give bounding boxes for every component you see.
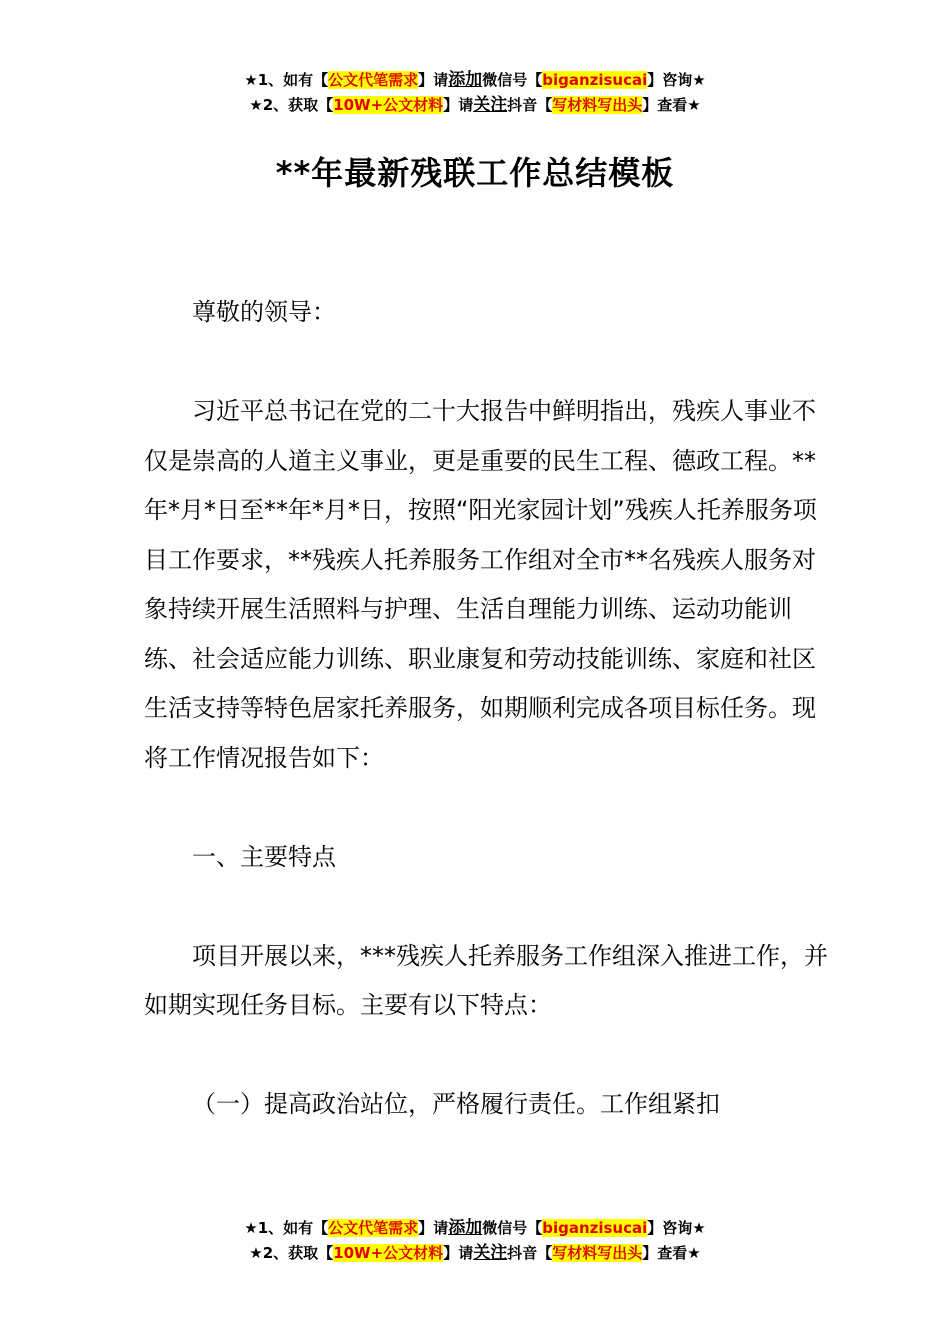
document-title: **年最新残联工作总结模板 bbox=[275, 154, 675, 192]
promo-highlight: 写材料写出头 bbox=[552, 1244, 643, 1262]
promo-highlight: 公文代笔需求 bbox=[328, 71, 419, 89]
promo-text: 】咨询★ bbox=[647, 1219, 706, 1237]
promo-highlight: biganzisucai bbox=[542, 1219, 648, 1237]
subsection-heading: （一）提高政治站位，严格履行责任。工作组紧扣 bbox=[192, 1090, 720, 1118]
document-body bbox=[144, 288, 834, 1130]
promo-text: ★2、获取【 bbox=[249, 96, 334, 114]
section-heading: 一、主要特点 bbox=[192, 842, 336, 871]
promo-text: 】查看★ bbox=[642, 96, 701, 114]
promo-emphasis: 添加 bbox=[448, 1218, 483, 1238]
promo-text: ★1、如有【 bbox=[244, 1219, 329, 1237]
promo-line-1 bbox=[0, 68, 950, 93]
body-paragraph: 项目开展以来，***残疾人托养服务工作组深入推进工作，并如期实现任务目标。主要有以下特点： bbox=[144, 941, 828, 1019]
promo-emphasis: 关注 bbox=[473, 1243, 508, 1263]
promo-line-2 bbox=[0, 93, 950, 118]
promo-text: ★2、获取【 bbox=[249, 1244, 334, 1262]
promo-emphasis: 添加 bbox=[448, 70, 483, 90]
promo-text: 】咨询★ bbox=[647, 71, 706, 89]
promo-text: ★1、如有【 bbox=[244, 71, 329, 89]
promo-text: 抖音【 bbox=[507, 1244, 553, 1262]
promo-highlight: 公文代笔需求 bbox=[328, 1219, 419, 1237]
promo-text: 】请 bbox=[418, 1219, 449, 1237]
promo-text: 】请 bbox=[443, 96, 474, 114]
promo-highlight: 10W+公文材料 bbox=[333, 1244, 444, 1262]
promo-text: 抖音【 bbox=[507, 96, 553, 114]
promo-highlight: 10W+公文材料 bbox=[333, 96, 444, 114]
promo-highlight: 写材料写出头 bbox=[552, 96, 643, 114]
promo-text: 】查看★ bbox=[642, 1244, 701, 1262]
header-promo-banner bbox=[0, 68, 950, 118]
promo-line-1 bbox=[0, 1216, 950, 1241]
promo-emphasis: 关注 bbox=[473, 95, 508, 115]
promo-text: 微信号【 bbox=[482, 71, 543, 89]
promo-line-2 bbox=[0, 1241, 950, 1266]
promo-text: 】请 bbox=[443, 1244, 474, 1262]
promo-text: 】请 bbox=[418, 71, 449, 89]
footer-promo-banner bbox=[0, 1216, 950, 1266]
promo-text: 微信号【 bbox=[482, 1219, 543, 1237]
salutation: 尊敬的领导： bbox=[192, 298, 336, 326]
body-paragraph: 习近平总书记在党的二十大报告中鲜明指出，残疾人事业不仅是崇高的人道主义事业，更是重要的民生工程、德政工程。**年*月*日至**年*月*日，按照“阳光家园计划”残疾人托养服务项目工作要求，**残疾人托养服务工作组对全市**名残疾人服务对象持续开展生活照料与护理、生活自理能力训练、运动功能训练、社会适应能力训练、职业康复和劳动技能训练、家庭和社区生活支持等特色居家托养服务，如期顺利完成各项目标任务。现将工作情况报告如下： bbox=[144, 397, 817, 772]
promo-highlight: biganzisucai bbox=[542, 71, 648, 89]
